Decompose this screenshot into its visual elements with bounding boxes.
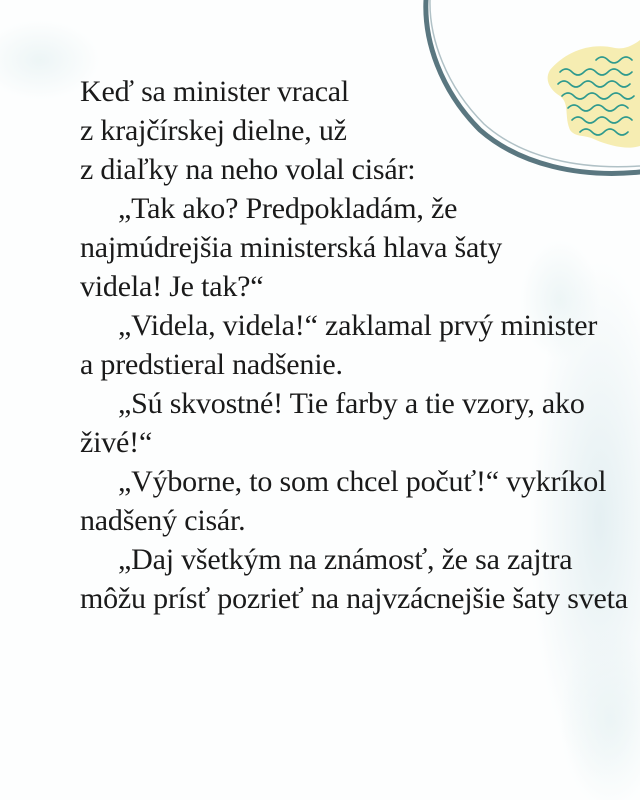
story-line: nadšený cisár. [80,504,246,537]
story-line: „Tak ako? Predpokladám, že [118,192,458,225]
story-line: „Daj všetkým na známosť, že sa zajtra [118,543,573,576]
story-line: videla! Je tak?“ [80,270,264,303]
story-text [80,72,640,618]
story-line: z diaľky na neho volal cisár: [80,153,416,186]
story-line: „Výborne, to som chcel počuť!“ vykríkol [118,465,607,498]
story-line: najmúdrejšia ministerská hlava šaty [80,231,503,264]
story-line: z krajčírskej dielne, už [80,114,347,147]
story-line: Keď sa minister vracal [80,75,350,108]
story-line: „Videla, videla!“ zaklamal prvý minister [118,309,598,342]
story-line: môžu prísť pozrieť na najvzácnejšie šaty sveta [80,582,628,615]
story-line: „Sú skvostné! Tie farby a tie vzory, ako [118,387,585,420]
story-line: a predstieral nadšenie. [80,348,343,381]
story-line: živé!“ [80,426,153,459]
